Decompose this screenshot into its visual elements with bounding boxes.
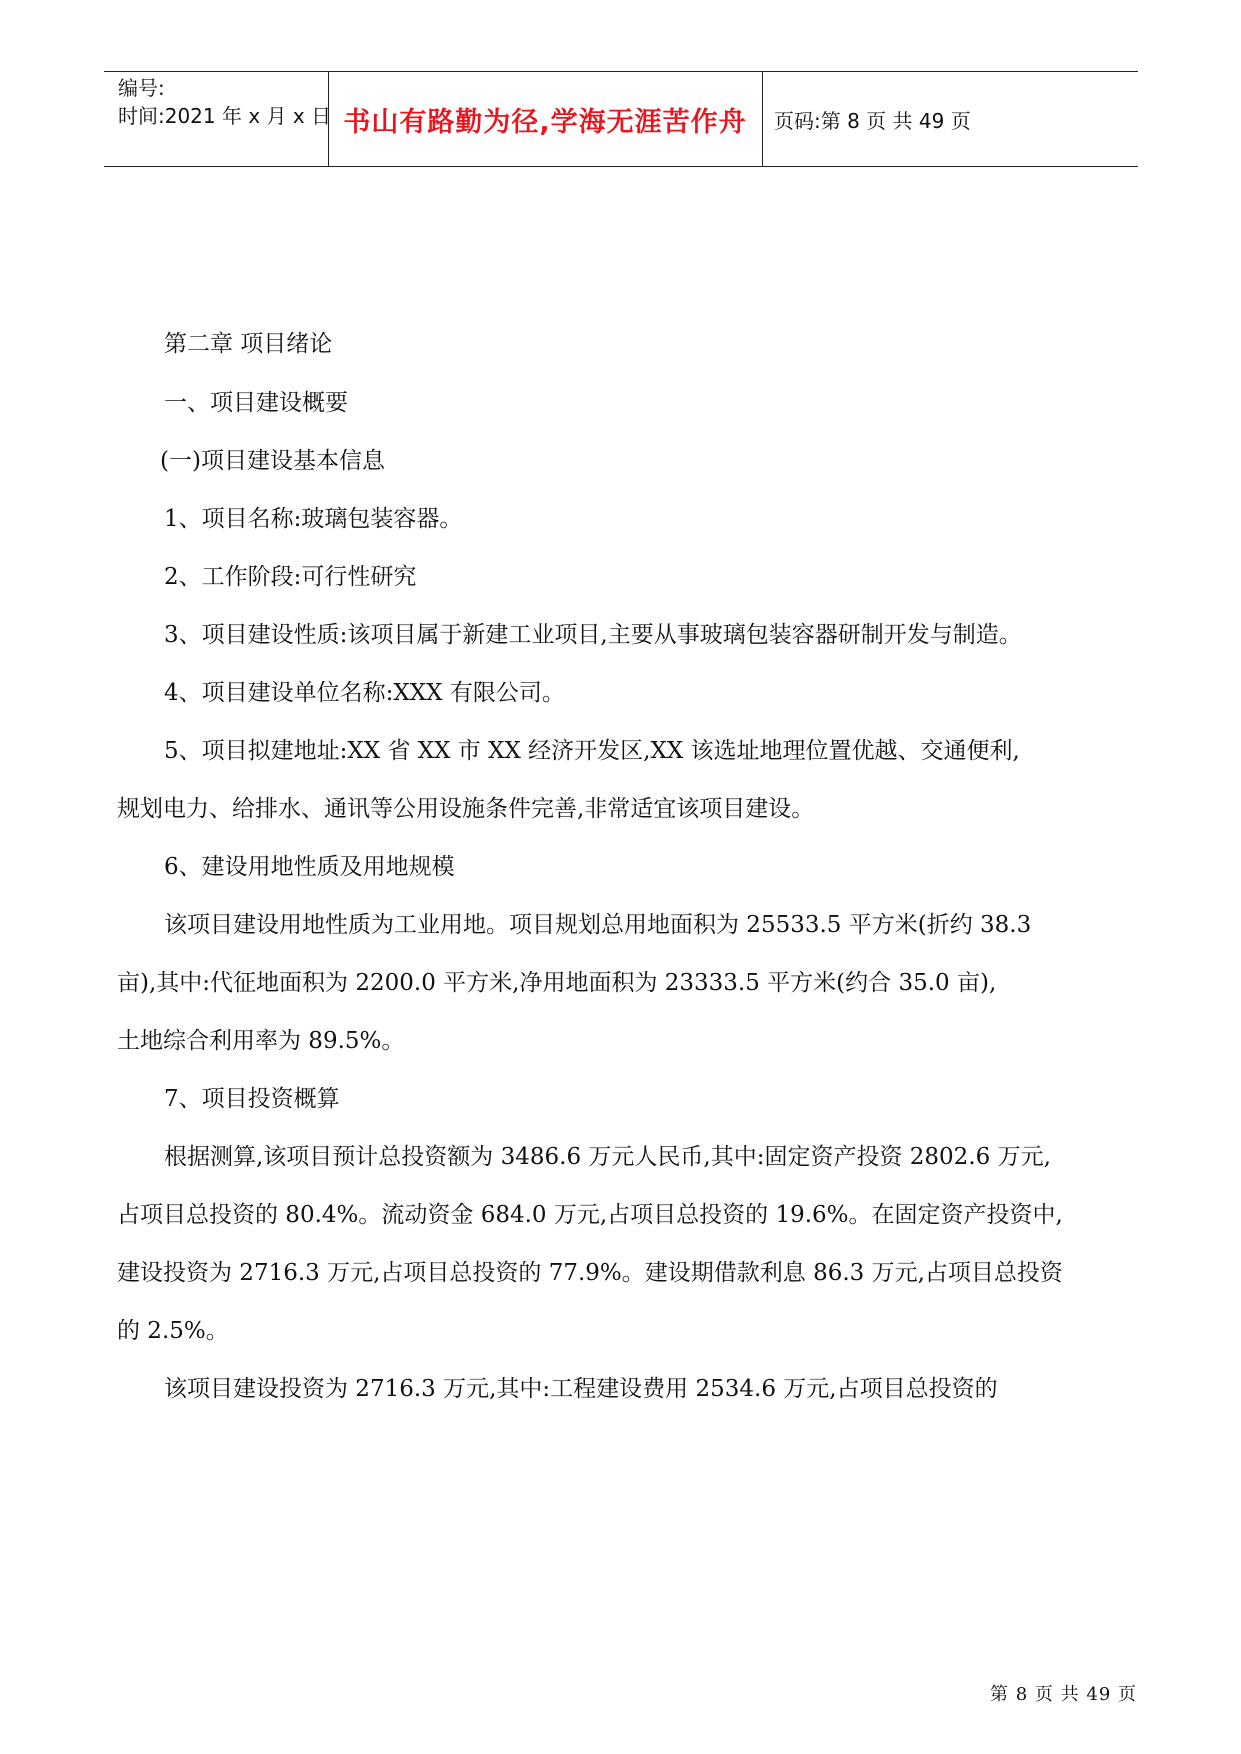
paragraph-line: 建设投资为 2716.3 万元,占项目总投资的 77.9%。建设期借款利息 86.3 万元,占项目总投资 — [117, 1260, 1063, 1286]
paragraph-line: 亩),其中:代征地面积为 2200.0 平方米,净用地面积为 23333.5 平方米(约合 35.0 亩), — [117, 970, 997, 996]
list-item: 6、建设用地性质及用地规模 — [164, 854, 455, 880]
list-item: 7、项目投资概算 — [164, 1086, 340, 1112]
paragraph-line: 的 2.5%。 — [117, 1318, 229, 1344]
header-motto-cell — [328, 72, 762, 166]
paragraph-line: 该项目建设用地性质为工业用地。项目规划总用地面积为 25533.5 平方米(折约 38.3 — [164, 912, 1032, 938]
list-item: 1、项目名称:玻璃包装容器。 — [164, 506, 463, 532]
section-title: 一、项目建设概要 — [164, 390, 348, 416]
paragraph-line: 规划电力、给排水、通讯等公用设施条件完善,非常适宜该项目建设。 — [117, 796, 815, 822]
header-motto: 书山有路勤为径,学海无涯苦作舟 — [343, 106, 747, 138]
paragraph-line: 土地综合利用率为 89.5%。 — [117, 1028, 405, 1054]
header-page-info: 页码:第 8 页 共 49 页 — [774, 108, 971, 133]
list-item: 2、工作阶段:可行性研究 — [164, 564, 417, 590]
page-footer: 第 8 页 共 49 页 — [990, 1684, 1137, 1705]
document-date-label: 时间:2021 年 x 月 x 日 — [118, 104, 332, 128]
document-number-label: 编号: — [118, 76, 165, 100]
subsection-title: (一)项目建设基本信息 — [160, 448, 385, 474]
list-item: 3、项目建设性质:该项目属于新建工业项目,主要从事玻璃包装容器研制开发与制造。 — [164, 622, 1022, 648]
paragraph-line: 该项目建设投资为 2716.3 万元,其中:工程建设费用 2534.6 万元,占项目总投资的 — [164, 1376, 998, 1402]
list-item: 5、项目拟建地址:XX 省 XX 市 XX 经济开发区,XX 该选址地理位置优越、交通便利, — [164, 738, 1020, 764]
paragraph-line: 根据测算,该项目预计总投资额为 3486.6 万元人民币,其中:固定资产投资 2802.6 万元, — [164, 1144, 1051, 1170]
paragraph-line: 占项目总投资的 80.4%。流动资金 684.0 万元,占项目总投资的 19.6%。在固定资产投资中, — [117, 1202, 1063, 1228]
chapter-title: 第二章 项目绪论 — [164, 331, 333, 357]
page-header — [104, 71, 1138, 167]
list-item: 4、项目建设单位名称:XXX 有限公司。 — [164, 680, 565, 706]
